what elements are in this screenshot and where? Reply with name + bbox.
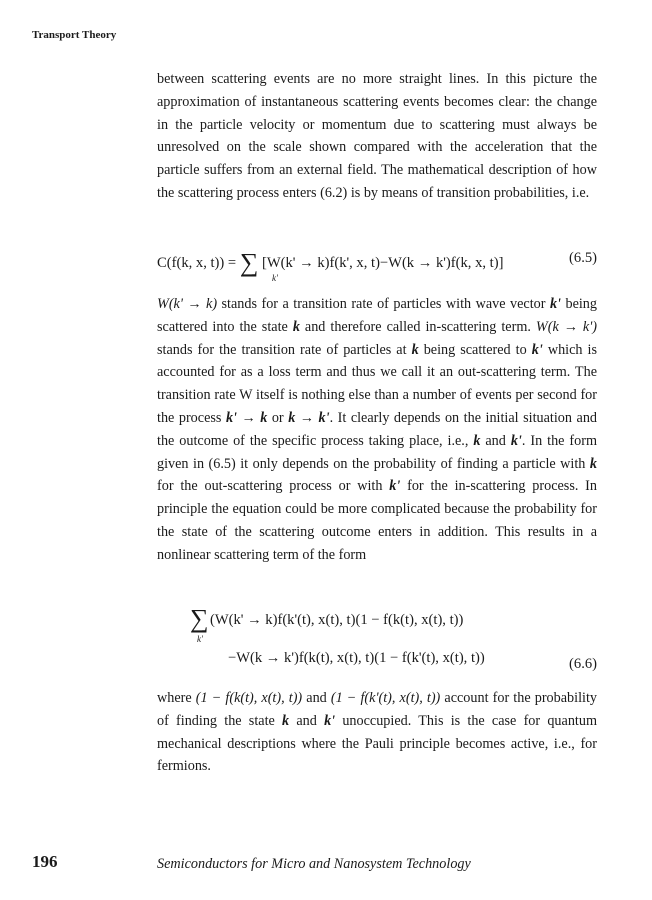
equation-6-5 <box>157 246 597 286</box>
p3-text: and <box>289 712 325 729</box>
eq66-number: (6.6) <box>569 656 597 672</box>
p2-text: stands for a transition rate of particles with wave vector <box>217 296 550 312</box>
p2-term: k <box>473 432 481 449</box>
p3-term: (1 − f(k(t), x(t), t)) <box>195 690 303 706</box>
p2-term: W(k' → k) <box>157 296 218 312</box>
p2-text: . In the form given in (6.5) it only depends on the probability of finding a particle with <box>157 432 597 472</box>
paragraph-1: between scattering events are no more straight lines. In this picture the approximation of instantaneous scattering events becomes clear: the change in the particle velocity or momentum due to scattering must always be unresolved on the scale shown compared with the acceleration that the particle suffers from an external field. The mathematical description of how the scattering process enters (6.2) is by means of transition probabilities, i.e. <box>157 71 597 201</box>
p2-term: k <box>589 455 597 472</box>
p2-text: stands for the transition rate of particles at <box>157 341 412 358</box>
p2-text: for the out-scattering process or with <box>157 478 390 495</box>
p2-term: k' <box>549 296 561 312</box>
sum-symbol: ∑ <box>190 604 209 633</box>
p2-term: k <box>292 318 300 335</box>
paragraph-3 <box>157 687 597 778</box>
eq66-line-2: −W(k → k')f(k(t), x(t), t)(1 − f(k'(t), x(t), t)) <box>228 650 485 666</box>
eq66-line-1: (W(k' → k)f(k'(t), x(t), t)(1 − f(k(t), x(t), t)) <box>210 612 464 628</box>
p2-text: or <box>267 409 289 426</box>
eq65-rhs: [W(k' → k)f(k', x, t)−W(k → k')f(k, x, t)] <box>262 255 504 271</box>
equation-6-6 <box>157 604 597 672</box>
p2-text: . It clearly depends on the initial situation and the outcome of the specific process taking place, i.e., <box>157 409 598 449</box>
eq65-number: (6.5) <box>569 250 597 266</box>
p2-text: and <box>480 432 511 449</box>
p3-term: (1 − f(k'(t), x(t), t)) <box>330 690 441 706</box>
eq66-sum-index: k' <box>197 634 203 644</box>
p3-text: unoccupied. This is the case for quantum mechanical descriptions where the Pauli principle becomes active, i.e., for fermions. <box>157 712 597 775</box>
p3-text: and <box>302 690 331 706</box>
p3-text: account for the probability of finding the state <box>157 690 597 729</box>
eq65-lhs: C(f(k, x, t)) = <box>157 255 237 271</box>
p2-term: k <box>411 341 419 358</box>
paragraph-2 <box>157 293 597 567</box>
p2-text: for the in-scattering process. In principle the equation could be more complicated because the probability for the state of the scattering outcome enters in addition. This results in a nonlinear scattering term of the form <box>157 478 597 563</box>
p2-text: being scattered into the state <box>157 296 597 335</box>
p2-term: k' <box>389 478 401 495</box>
p3-term: k' <box>324 712 336 729</box>
eq65-sum-index: k' <box>272 273 278 283</box>
book-title: Semiconductors for Micro and Nanosystem Technology <box>157 856 471 872</box>
p2-term: k' <box>510 432 522 449</box>
p2-text: and therefore called in-scattering term. <box>299 318 536 335</box>
p2-term: k' → k <box>225 409 268 426</box>
running-header: Transport Theory <box>32 29 117 41</box>
p3-term: k <box>282 712 290 729</box>
p2-term: k → k' <box>288 409 330 426</box>
page-number: 196 <box>32 852 58 871</box>
p2-term: W(k → k') <box>535 318 597 335</box>
sum-symbol: ∑ <box>239 248 259 277</box>
p2-text: which is accounted for as a loss term and thus we call it an out-scattering term. The transition rate W itself is nothing else than a number of events per second for the process <box>157 341 597 426</box>
p2-term: k' <box>531 341 543 358</box>
p2-text: being scattered to <box>418 341 532 358</box>
p3-text: where <box>157 690 196 706</box>
